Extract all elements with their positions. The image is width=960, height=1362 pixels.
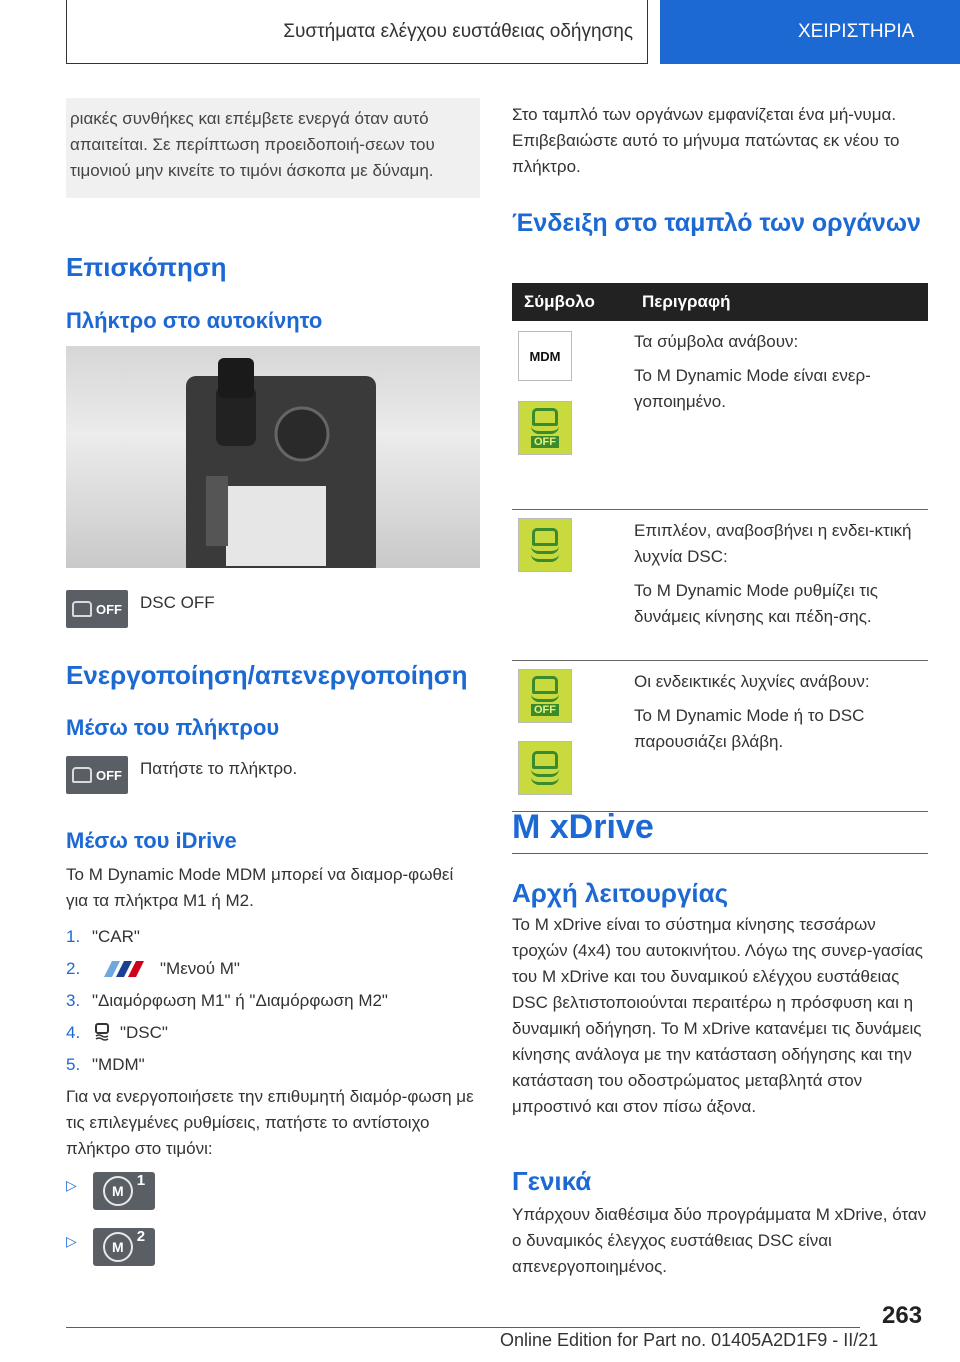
symbol-cell: [512, 661, 630, 812]
symbol-cell: [512, 510, 630, 661]
via-idrive-heading: Μέσω του iDrive: [66, 828, 237, 853]
chapter-header: [66, 0, 648, 64]
left-column: [66, 98, 480, 198]
activation-heading: Ενεργοποίηση/απενεργοποίηση: [66, 660, 468, 690]
edition-text: Online Edition for Part no. 01405A2D1F9 - II/21: [500, 1330, 879, 1350]
m2-button-icon: M 2: [93, 1228, 155, 1266]
list-item: 2. "Μενού M": [66, 959, 240, 978]
chapter-title: Συστήματα ελέγχου ευστάθειας οδήγησης: [283, 20, 633, 42]
console-illustration: [66, 346, 480, 568]
page-number: 263: [882, 1302, 923, 1329]
symbol-table: [512, 283, 928, 812]
column-header-description: Περιγραφή: [630, 283, 928, 321]
button-in-car-heading: Πλήκτρο στο αυτοκίνητο: [66, 308, 323, 333]
dsc-off-icon: OFF: [66, 756, 128, 794]
car-skid-icon: [72, 601, 92, 617]
cluster-heading: Ένδειξη στο ταμπλό των οργάνων: [512, 209, 921, 237]
mdm-indicator-icon: MDM: [518, 331, 572, 381]
notice-text: ριακές συνθήκες και επέμβετε ενεργά όταν αυτό απαιτείται. Σε περίπτωση προειδοποιή-σεων του τιμονιού μην κινείτε το τιμόνι άσκοπα με δύναμη.: [70, 109, 435, 180]
notice-box: [66, 98, 480, 198]
m2-bullet: [66, 1228, 155, 1266]
general-heading: Γενικά: [512, 1166, 592, 1196]
press-button-row: [66, 756, 480, 794]
dsc-warning-icon: [518, 741, 572, 795]
overview-heading: Επισκόπηση: [66, 252, 227, 282]
list-item: 4. "DSC": [66, 1023, 168, 1042]
idrive-intro: Το M Dynamic Mode MDM μπορεί να διαμορ-φωθεί για τα πλήκτρα M1 ή M2.: [66, 865, 454, 910]
description-cell: Οι ενδεικτικές λυχνίες ανάβουν: Το M Dynamic Mode ή το DSC παρουσιάζει βλάβη.: [630, 661, 928, 812]
list-item: 3. "Διαμόρφωση M1" ή "Διαμόρφωση M2": [66, 991, 388, 1010]
m1-bullet: [66, 1172, 155, 1210]
principle-text: Το M xDrive είναι το σύστημα κίνησης τεσσάρων τροχών (4x4) του αυτοκινήτου. Λόγω της συνερ-γασίας του M xDrive και του δυναμικού ελέγχου ευστάθειας DSC βελτιστοποιούνται περαιτέρω η πρόσφυση και η δυναμική οδήγηση. Το M xDrive κατανέμει τις δυνάμεις κίνησης ανάλογα με την κατάσταση οδήγησης και την κατάσταση του οδοστρώματος μεταβλητά στον μπροστινό και στον πίσω άξονα.: [512, 915, 923, 1116]
description-cell: Επιπλέον, αναβοσβήνει η ενδει-κτική λυχνία DSC: Το M Dynamic Mode ρυθμίζει τις δυνάμεις κίνησης και πέδη-σης.: [630, 510, 928, 661]
bullet-marker: ▷: [66, 1177, 77, 1193]
activate-instructions: Για να ενεργοποιήσετε την επιθυμητή διαμόρ-φωση με τις επιλεγμένες ρυθμίσεις, πατήστε το αντίστοιχο πλήκτρο στο τιμόνι:: [66, 1087, 474, 1158]
via-button-heading: Μέσω του πλήκτρου: [66, 715, 280, 740]
description-cell: Τα σύμβολα ανάβουν: Το M Dynamic Mode είναι ενερ-γοποιημένο.: [630, 321, 928, 510]
xdrive-title: M xDrive: [512, 808, 654, 846]
list-item: 5. "MDM": [66, 1055, 145, 1074]
footer-divider: [66, 1327, 860, 1328]
dsc-off-icon: OFF: [66, 590, 128, 628]
car-skid-icon: [72, 767, 92, 783]
general-text: Υπάρχουν διαθέσιμα δύο προγράμματα M xDrive, όταν ο δυναμικός έλεγχος ευστάθειας DSC είναι απενεργοποιημένος.: [512, 1205, 927, 1276]
dsc-warning-icon: [518, 518, 572, 572]
cluster-message-text: Στο ταμπλό των οργάνων εμφανίζεται ένα μή-νυμα. Επιβεβαιώστε αυτό το μήνυμα πατώντας εκ νέου το πλήκτρο.: [512, 105, 900, 176]
list-item: 1. "CAR": [66, 927, 140, 946]
idrive-steps: [66, 924, 480, 1084]
dsc-car-icon: [94, 1023, 110, 1041]
dsc-off-warning-icon: OFF: [518, 401, 572, 455]
xdrive-title-block: [512, 808, 928, 854]
m-stripes-icon: [98, 961, 150, 977]
principle-heading: Αρχή λειτουργίας: [512, 878, 729, 908]
bullet-marker: ▷: [66, 1233, 77, 1249]
center-console-photo: [66, 346, 480, 568]
table-header-row: [512, 283, 928, 321]
section-tab: [660, 0, 960, 64]
symbol-cell: [512, 321, 630, 510]
table-row: [512, 661, 928, 812]
column-header-symbol: Σύμβολο: [512, 283, 630, 321]
m1-button-icon: M 1: [93, 1172, 155, 1210]
dsc-off-legend: [66, 590, 480, 628]
press-button-text: Πατήστε το πλήκτρο.: [140, 759, 298, 778]
divider: [512, 853, 928, 854]
table-row: [512, 510, 928, 661]
dsc-off-warning-icon: OFF: [518, 669, 572, 723]
dsc-off-label: DSC OFF: [140, 593, 215, 612]
section-tab-label: ΧΕΙΡΙΣΤΗΡΙΑ: [798, 21, 915, 42]
table-row: [512, 321, 928, 510]
